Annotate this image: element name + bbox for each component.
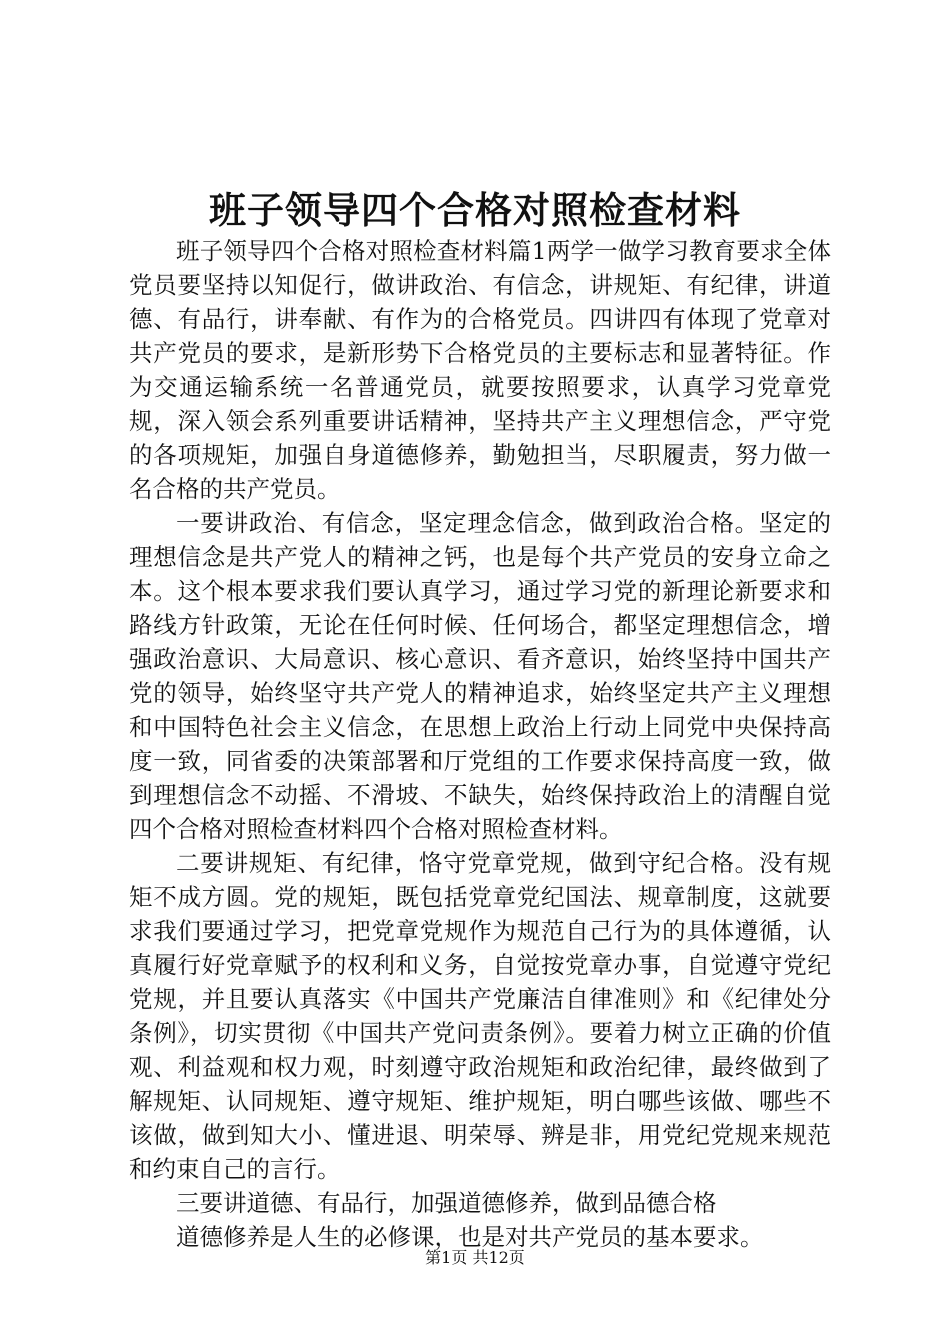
paragraph-political: 一要讲政治、有信念，坚定理念信念，做到政治合格。坚定的理想信念是共产党人的精神之钙，也是每个共产党员的安身立命之本。这个根本要求我们要认真学习，通过学习党的新理论新要求和路线方针政策，无论在任何时候、任何场合，都坚定理想信念，增强政治意识、大局意识、核心意识、看齐意识，始终坚持中国共产党的领导，始终坚守共产党人的精神追求，始终坚定共产主义理想和中国特色社会主义信念，在思想上政治上行动上同党中央保持高度一致，同省委的决策部署和厅党组的工作要求保持高度一致，做到理想信念不动摇、不滑坡、不缺失，始终保持政治上的清醒自觉四个合格对照检查材料四个合格对照检查材料。: [129, 509, 831, 843]
document-title: 班子领导四个合格对照检查材料: [209, 188, 741, 232]
paragraph-discipline: 二要讲规矩、有纪律，恪守党章党规，做到守纪合格。没有规矩不成方圆。党的规矩，既包括党章党纪国法、规章制度，这就要求我们要通过学习，把党章党规作为规范自己行为的具体遵循，认真履行好党章赋予的权利和义务，自觉按党章办事，自觉遵守党纪党规，并且要认真落实《中国共产党廉洁自律准则》和《纪律处分条例》，切实贯彻《中国共产党问责条例》。要着力树立正确的价值观、利益观和权力观，时刻遵守政治规矩和政治纪律，最终做到了解规矩、认同规矩、遵守规矩、维护规矩，明白哪些该做、哪些不该做，做到知大小、懂进退、明荣辱、辨是非，用党纪党规来规范和约束自己的言行。: [129, 849, 831, 1183]
page-number-footer: 第1页 共12页: [425, 1248, 525, 1267]
paragraph-intro: 班子领导四个合格对照检查材料篇1两学一做学习教育要求全体党员要坚持以知促行，做讲政治、有信念，讲规矩、有纪律，讲道德、有品行，讲奉献、有作为的合格党员。四讲四有体现了党章对共产党员的要求，是新形势下合格党员的主要标志和显著特征。作为交通运输系统一名普通党员，就要按照要求，认真学习党章党规，深入领会系列重要讲话精神，坚持共产主义理想信念，严守党的各项规矩，加强自身道德修养，勤勉担当，尽职履责，努力做一名合格的共产党员。: [129, 237, 831, 503]
paragraph-morality: 道德修养是人生的必修课，也是对共产党员的基本要求。: [176, 1223, 764, 1251]
document-body: [129, 234, 831, 1254]
paragraph-morality-heading: 三要讲道德、有品行，加强道德修养，做到品德合格: [176, 1189, 717, 1217]
